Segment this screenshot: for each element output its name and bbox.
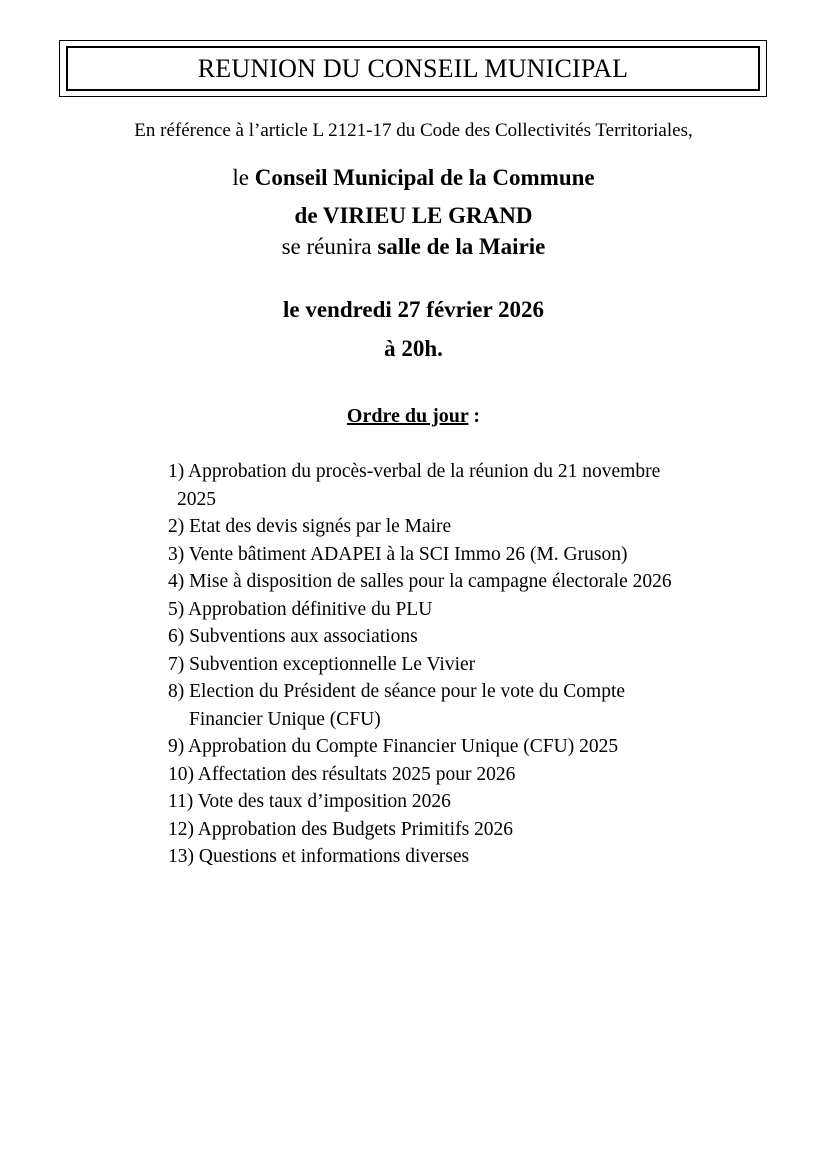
agenda-item-continuation: Financier Unique (CFU) [189,708,381,730]
council-name: Conseil Municipal de la Commune [254,165,595,190]
page-title: REUNION DU CONSEIL MUNICIPAL [197,53,629,83]
agenda-item [168,761,768,789]
venue-prefix: se réunira [281,234,378,259]
agenda-item-text: 3) Vente bâtiment ADAPEI à la SCI Immo 26 (M. Gruson) [168,543,628,565]
agenda-heading-text: Ordre du jour [346,405,469,427]
commune-name: de VIRIEU LE GRAND [294,203,533,228]
agenda-item [168,623,768,651]
agenda-item-text: 12) Approbation des Budgets Primitifs 2026 [168,818,514,840]
meeting-date: le vendredi 27 février 2026 [282,297,545,322]
agenda-item-text: 7) Subvention exceptionnelle Le Vivier [168,653,476,675]
agenda-item [168,458,768,513]
agenda-item-text: 11) Vote des taux d’imposition 2026 [168,791,451,812]
agenda-heading [0,405,827,428]
agenda-item-text: 4) Mise à disposition de salles pour la campagne électorale 2026 [168,571,672,592]
agenda-item [168,843,768,871]
legal-reference: En référence à l’article L 2121-17 du Code des Collectivités Territoriales, [134,120,693,141]
council-line-prefix: le [232,165,255,190]
agenda-item [168,733,768,761]
venue-line [0,234,827,260]
meeting-time: à 20h. [384,336,443,361]
agenda-item-text: 2) Etat des devis signés par le Maire [168,516,452,537]
agenda-item-continuation: 2025 [177,488,216,510]
agenda-heading-suffix: : [468,405,481,427]
agenda-item-text: 5) Approbation définitive du PLU [168,598,433,620]
agenda-item-text: 8) Election du Président de séance pour le vote du Compte [168,681,626,702]
title-box [66,46,760,91]
agenda-item [168,651,768,679]
venue-name: salle de la Mairie [377,234,546,259]
agenda-item [168,568,768,596]
agenda-item [168,596,768,624]
agenda-item [168,678,768,733]
agenda-item [168,513,768,541]
agenda-item-text: 6) Subventions aux associations [168,626,418,647]
agenda-item-text: 1) Approbation du procès-verbal de la réunion du 21 novembre [168,461,661,482]
agenda-item [168,541,768,569]
agenda-item-text: 13) Questions et informations diverses [168,846,470,867]
agenda-item [168,816,768,844]
title-box-outer [59,40,767,97]
council-line [0,165,827,191]
agenda-item-text: 9) Approbation du Compte Financier Unique (CFU) 2025 [168,736,619,757]
agenda-item-text: 10) Affectation des résultats 2025 pour 2026 [168,763,516,785]
agenda-list [168,458,768,871]
agenda-item [168,788,768,816]
